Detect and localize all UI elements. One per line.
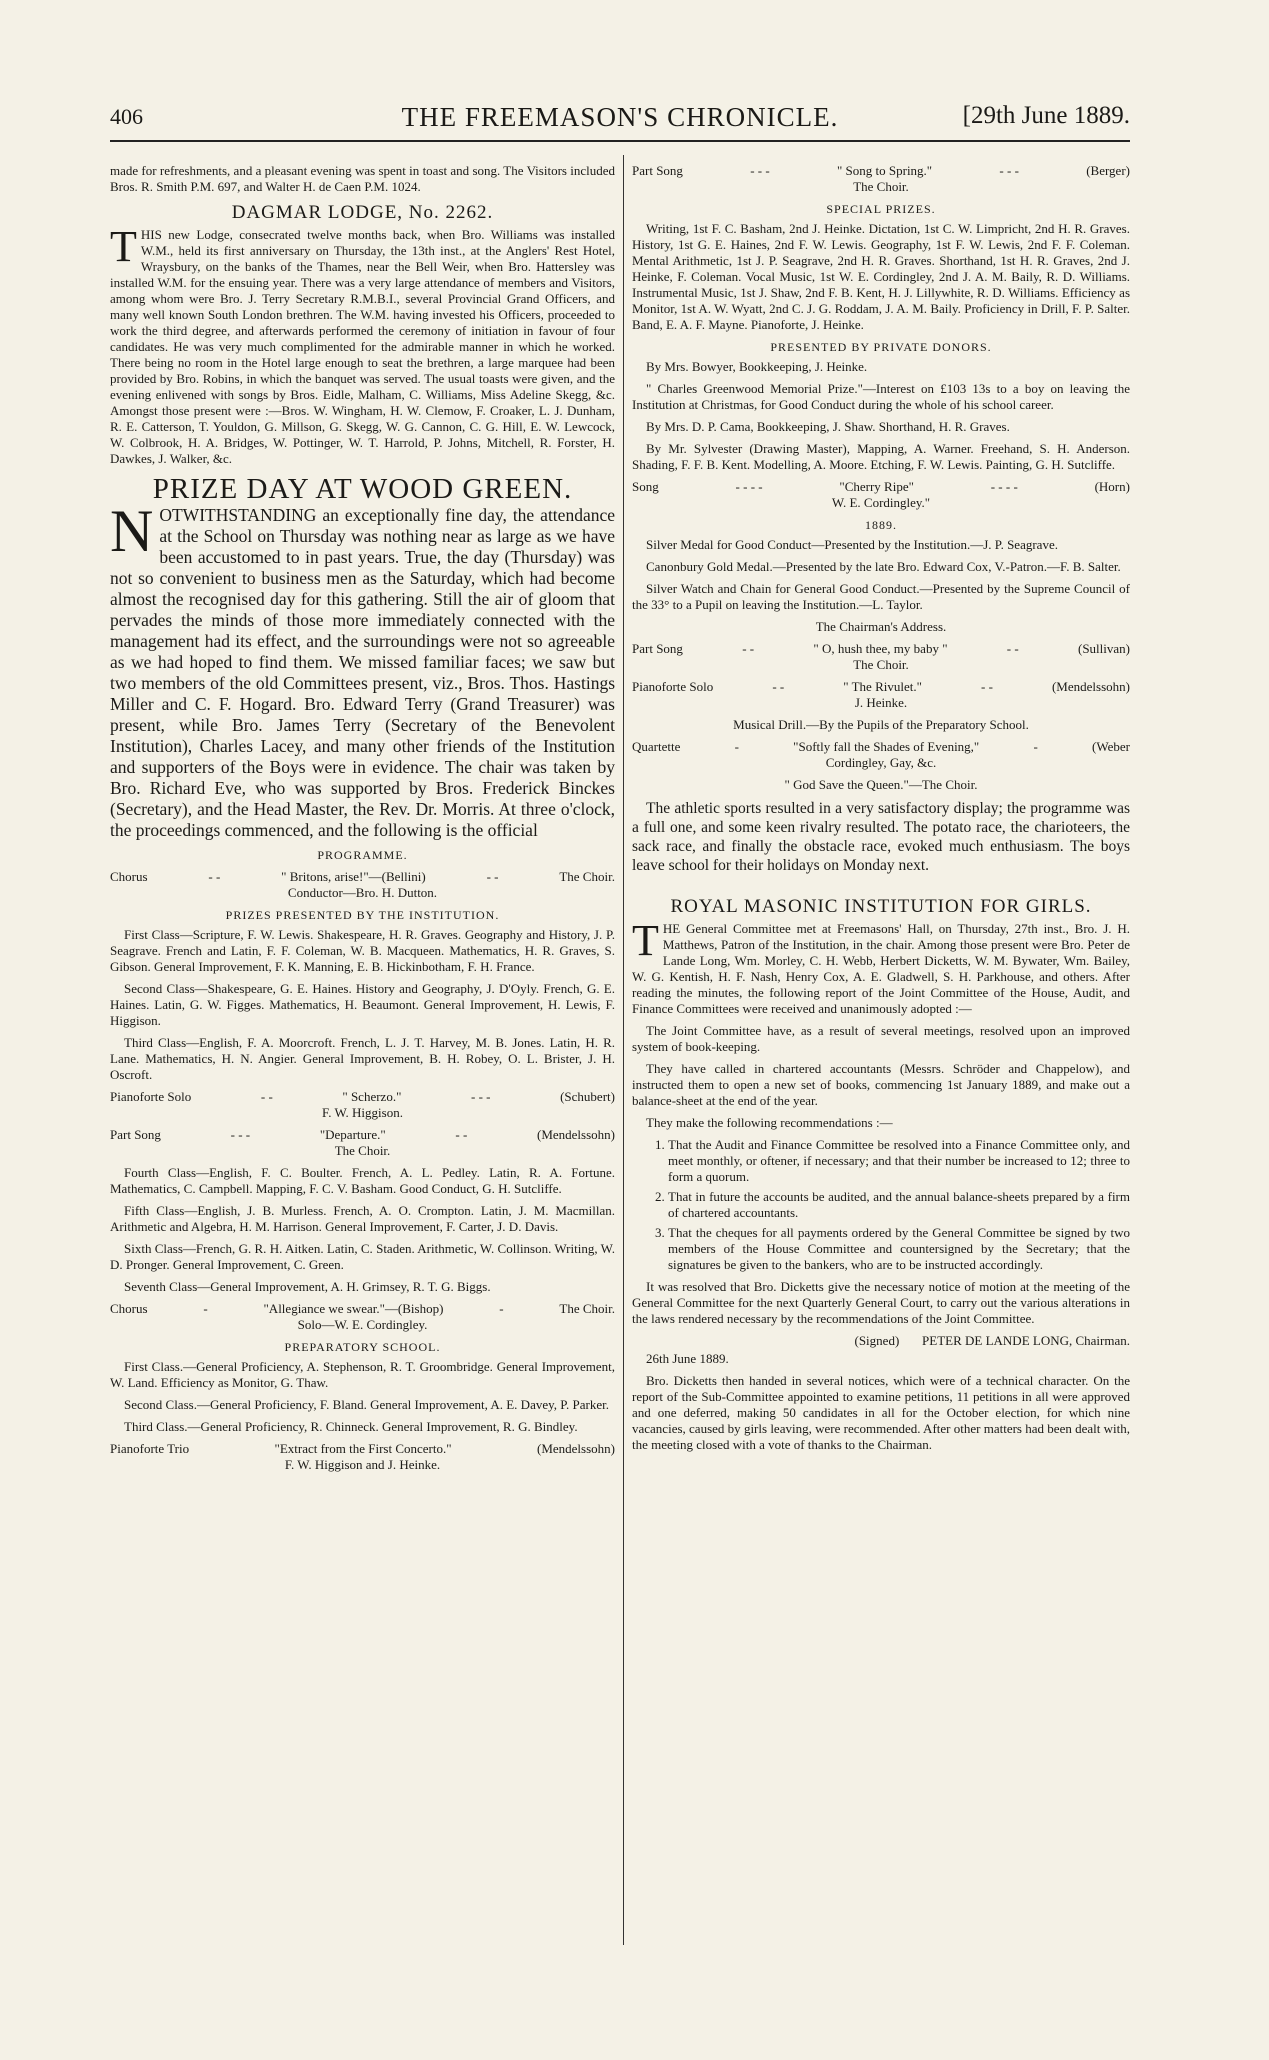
prep-first-class: First Class.—General Proficiency, A. Stephenson, R. T. Groombridge. General Improvement, W. Land. Efficiency as Monitor, G. Thaw. xyxy=(110,1359,615,1390)
page-header xyxy=(110,100,1130,140)
left-column xyxy=(110,163,615,1479)
prize-dropcap: N xyxy=(110,498,154,564)
closing-paragraph: Bro. Dicketts then handed in several notices, which were of a technical character. On the report of the Sub-Committee appointed to examine petitions, 11 petitions in all were approved and one deferred, making 50 candidates in all for the October election, for which nine vacancies, caused by girls leaving, were recommended. After other matters had been dealt with, the meeting closed with a vote of thanks to the Chairman. xyxy=(632,1373,1130,1452)
recommendation-item: 1. That the Audit and Finance Committee be resolved into a Finance Committee only, and meet monthly, or oftener, if necessary; and that their number be increased to 12; three to form a quorum. xyxy=(668,1137,1130,1185)
chartered-accountants: They have called in chartered accountants (Messrs. Schröder and Chappelow), and instructed them to open a new set of books, commencing 1st January 1889, and make out a balance-sheet at the end of the year. xyxy=(632,1061,1130,1108)
seventh-class-prizes: Seventh Class—General Improvement, A. H. Grimsey, R. T. G. Biggs. xyxy=(124,1279,491,1294)
special-prizes-heading: SPECIAL PRIZES. xyxy=(826,202,936,216)
dagmar-heading: DAGMAR LODGE, No. 2262. xyxy=(231,202,494,223)
private-donor-3: By Mrs. D. P. Cama, Bookkeeping, J. Shaw. Shorthand, H. R. Graves. xyxy=(646,419,1010,434)
god-save-queen: " God Save the Queen."—The Choir. xyxy=(784,777,978,792)
dagmar-text: HIS new Lodge, consecrated twelve months back, when Bro. Williams was installed W.M., held its first anniversary on Thursday, the 13th inst., at the Anglers' Rest Hotel, Wraysbury, on the banks of the Thames, near the Bell Weir, when Bro. Hattersley was installed W.M. for the ensuing year. There was a very large attendance of members and Visitors, among whom were Bro. J. Terry Secretary R.M.B.I., several Provincial Grand Officers, and many well known South London brethren. The W.M. having invested his Officers, proceeded to work the third degree, and afterwards performed the ceremony of initiation in favour of four candidates. He was very much complimented for the admirable manner in which he worked. There being no room in the Hotel large enough to seat the brethren, a large marquee had been provided by Bro. Robins, in which the banquet was served. The usual toasts were given, and the evening enlivened with songs by Bros. Eidle, Malham, C. Williams, Miss Adeline Skegg, &c. Amongst those present were :—Bros. W. Wingham, H. W. Clemow, F. Croaker, L. J. Dunham, R. E. Catterson, T. Youldon, G. Millson, G. Skegg, W. G. Cannon, C. G. Hill, E. W. Lewcock, W. Colbrook, H. A. Bridges, W. Pottinger, W. T. Harrold, P. Johns, Mitchell, R. Forster, H. Dawkes, J. Walker, &c. xyxy=(110,227,615,466)
trio-performers: F. W. Higgison and J. Heinke. xyxy=(284,1457,441,1472)
programme-partsong-1: Part Song - - - "Departure." - - (Mendelssohn) xyxy=(110,1127,615,1142)
partsong-spring-performer: The Choir. xyxy=(853,179,909,194)
first-class-prizes: First Class—Scripture, F. W. Lewis. Shakespeare, H. R. Graves. Geography and History, J. P. Seagrave. French and Latin, F. F. Coleman, W. B. Macqueen. Mathematics, H. R. Graves, S. Gibson. General Improvement, F. K. Manning, E. B. Hickinbotham, F. H. France. xyxy=(110,927,615,974)
programme-pianoforte-rivulet: Pianoforte Solo - - " The Rivulet." - - (Mendelssohn) xyxy=(632,679,1130,694)
programme-partsong-hush: Part Song - - " O, hush thee, my baby " - - (Sullivan) xyxy=(632,641,1130,656)
pianoforte-1-performer: F. W. Higgison. xyxy=(322,1105,403,1120)
right-column xyxy=(632,163,1130,1459)
prep-second-class: Second Class.—General Proficiency, F. Bland. General Improvement, A. E. Davey, P. Parker. xyxy=(124,1397,610,1412)
partsong-hush-performer: The Choir. xyxy=(853,657,909,672)
canonbury-medal: Canonbury Gold Medal.—Presented by the late Bro. Edward Cox, V.-Patron.—F. B. Salter. xyxy=(646,559,1121,574)
special-prizes-text: Writing, 1st F. C. Basham, 2nd J. Heinke. Dictation, 1st C. W. Limpricht, 2nd H. R. Graves. History, 1st G. E. Haines, 2nd F. W. Lewis. Geography, 1st F. W. Lewis, 2nd F. F. Coleman. Mental Arithmetic, 1st J. P. Seagrave, 2nd H. R. Graves. Shorthand, 1st H. R. Graves, 2nd J. Heinke, F. Coleman. Vocal Music, 1st W. E. Cordingley, 2nd J. A. M. Baily, R. D. Williams. Instrumental Music, 1st J. Shaw, 2nd F. B. Kent, H. J. Lillywhite, R. D. Williams. Efficiency as Monitor, 1st A. W. Wyatt, 2nd C. J. G. Roddam, J. A. M. Baily. Proficiency in Drill, F. P. Salter. Band, E. A. F. Mayne. Pianoforte, J. Heinke. xyxy=(632,221,1130,332)
prizes-institution-heading: PRIZES PRESENTED BY THE INSTITUTION. xyxy=(225,908,500,922)
prep-third-class: Third Class.—General Proficiency, R. Chinneck. General Improvement, R. G. Bindley. xyxy=(124,1419,578,1434)
song-cherry-performer: W. E. Cordingley." xyxy=(831,495,931,510)
signature-date: 26th June 1889. xyxy=(646,1351,729,1366)
header-rule xyxy=(110,140,1130,142)
sixth-class-prizes: Sixth Class—French, G. R. H. Aitken. Latin, C. Staden. Arithmetic, W. Collinson. Writing, W. D. Pronger. General Improvement, C. Green. xyxy=(110,1241,615,1272)
prize-day-heading: PRIZE DAY AT WOOD GREEN. xyxy=(152,473,573,505)
pianoforte-rivulet-performer: J. Heinke. xyxy=(854,695,908,710)
royal-dropcap: T xyxy=(632,916,659,965)
programme-partsong-spring: Part Song - - - " Song to Spring." - - - (Berger) xyxy=(632,163,1130,178)
quartette-performers: Cordingley, Gay, &c. xyxy=(825,755,937,770)
signed-label: (Signed) xyxy=(854,1333,900,1348)
royal-masonic-paragraph xyxy=(632,916,1130,1017)
recommendation-item: 3. That the cheques for all payments ordered by the General Committee be signed by two members of the House Committee and countersigned by the Secretary; that the signatures be given to the bankers, who are to be instructed accordingly. xyxy=(668,1225,1130,1273)
programme-trio: Pianoforte Trio "Extract from the First Concerto." (Mendelssohn) xyxy=(110,1441,615,1456)
private-donors-heading: PRESENTED BY PRIVATE DONORS. xyxy=(770,340,992,354)
chairman-address: The Chairman's Address. xyxy=(815,619,947,634)
fourth-class-prizes: Fourth Class—English, F. C. Boulter. French, A. L. Pedley. Latin, R. A. Fortune. Mathematics, C. Campbell. Mapping, F. C. V. Basham. Good Conduct, G. H. Sutcliffe. xyxy=(110,1165,615,1196)
programme-heading: PROGRAMME. xyxy=(317,848,408,862)
second-class-prizes: Second Class—Shakespeare, G. E. Haines. History and Geography, J. D'Oyly. French, G. E. Haines. Latin, G. W. Figges. Mathematics, H. Beaumont. General Improvement, H. Lewis, F. Higgison. xyxy=(110,981,615,1028)
intro-paragraph: made for refreshments, and a pleasant evening was spent in toast and song. The Visitors included Bros. R. Smith P.M. 697, and Walter H. de Caen P.M. 1024. xyxy=(110,163,615,194)
programme-chorus-2: Chorus - "Allegiance we swear."—(Bishop) - The Choir. xyxy=(110,1301,615,1316)
preparatory-heading: PREPARATORY SCHOOL. xyxy=(284,1340,441,1354)
silver-watch: Silver Watch and Chain for General Good Conduct.—Presented by the Supreme Council of the 33° to a Pupil on leaving the Institution.—L. Taylor. xyxy=(632,581,1130,612)
joint-committee: The Joint Committee have, as a result of several meetings, resolved upon an improved system of book-keeping. xyxy=(632,1023,1130,1054)
dagmar-dropcap: T xyxy=(110,222,137,271)
programme-song-cherry: Song - - - - "Cherry Ripe" - - - - (Horn) xyxy=(632,479,1130,494)
dagmar-paragraph xyxy=(110,222,615,467)
recommendations-list xyxy=(632,1137,1130,1273)
silver-medal: Silver Medal for Good Conduct—Presented by the Institution.—J. P. Seagrave. xyxy=(646,537,1058,552)
recommendation-item: 2. That in future the accounts be audited, and the annual balance-sheets prepared by a firm of chartered accountants. xyxy=(668,1189,1130,1221)
newspaper-title: THE FREEMASON'S CHRONICLE. xyxy=(401,102,839,132)
royal-masonic-heading: ROYAL MASONIC INSTITUTION FOR GIRLS. xyxy=(670,896,1092,917)
private-donor-2: " Charles Greenwood Memorial Prize."—Interest on £103 13s to a boy on leaving the Institution at Christmas, for Good Conduct during the whole of his school career. xyxy=(632,381,1130,412)
issue-date: [29th June 1889. xyxy=(962,102,1130,129)
prize-day-text: OTWITHSTANDING an exceptionally fine day, the attendance at the School on Thursday was nothing near as large as we have been accustomed to in past years. True, the day (Thursday) was not so convenient to business men as the Saturday, which had become almost the recognised day for this gathering. Still the air of gloom that pervades the minds of those more immediately connected with the management had its effect, and the surroundings were not so agreeable as we had hoped to find them. We missed familiar faces; we saw but two members of the old Committees present, viz., Bros. Thos. Hastings Miller and C. F. Hogard. Bro. Edward Terry (Grand Treasurer) was present, while Bro. James Terry (Secretary of the Benevolent Institution), Charles Lacey, and many other friends of the Institution and supporters of the Boys were in evidence. The chair was taken by Bro. Richard Eve, who was supported by Bros. Frederick Binckes (Secretary), and the Head Master, the Rev. Dr. Morris. At three o'clock, the proceedings commenced, and the following is the official xyxy=(110,505,615,840)
signer-name: PETER DE LANDE LONG, Chairman. xyxy=(922,1333,1130,1348)
private-donor-1: By Mrs. Bowyer, Bookkeeping, J. Heinke. xyxy=(646,359,868,374)
page-number: 406 xyxy=(110,104,143,129)
third-class-prizes: Third Class—English, F. A. Moorcroft. French, L. J. T. Harvey, M. B. Jones. Latin, H. R. Lane. Mathematics, H. N. Angier. General Improvement, B. H. Robey, O. L. Brister, J. H. Oscroft. xyxy=(110,1035,615,1082)
recommendations-intro: They make the following recommendations :— xyxy=(646,1115,893,1130)
programme-chorus-1: Chorus - - " Britons, arise!"—(Bellini) - - The Choir. xyxy=(110,869,615,884)
resolution: It was resolved that Bro. Dicketts give the necessary notice of motion at the meeting of the General Committee for the next Quarterly General Court, to carry out the various alterations in the laws rendered necessary by the recommendations of the Joint Committee. xyxy=(632,1279,1130,1326)
year-heading: 1889. xyxy=(865,518,897,532)
signature-line xyxy=(632,1333,1130,1349)
programme-pianoforte-1: Pianoforte Solo - - " Scherzo." - - - (Schubert) xyxy=(110,1089,615,1104)
conductor-line: Conductor—Bro. H. Dutton. xyxy=(287,885,438,900)
partsong-1-performer: The Choir. xyxy=(334,1143,391,1158)
column-divider xyxy=(623,155,624,1945)
chorus-2-solo: Solo—W. E. Cordingley. xyxy=(297,1317,428,1332)
fifth-class-prizes: Fifth Class—English, J. B. Murless. French, A. O. Crompton. Latin, J. M. Macmillan. Arithmetic and Algebra, H. M. Harrison. General Improvement, F. Carter, J. D. Davis. xyxy=(110,1203,615,1234)
private-donor-4: By Mr. Sylvester (Drawing Master), Mapping, A. Warner. Freehand, S. H. Anderson. Shading, F. F. B. Kent. Modelling, A. Moore. Etching, F. W. Lewis. Painting, G. H. Sutcliffe. xyxy=(632,441,1130,472)
prize-day-paragraph xyxy=(110,498,615,841)
athletic-sports: The athletic sports resulted in a very satisfactory display; the programme was a full one, and some keen rivalry resulted. The potato race, the charioteers, the sack race, and finally the obstacle race, evoked much enthusiasm. The boys leave school for their holidays on Monday next. xyxy=(632,800,1130,874)
musical-drill: Musical Drill.—By the Pupils of the Preparatory School. xyxy=(733,717,1029,732)
royal-masonic-text: HE General Committee met at Freemasons' Hall, on Thursday, 27th inst., Bro. J. H. Matthews, Patron of the Institution, in the chair. Among those present were Bro. Peter de Lande Long, Wm. Morley, C. H. Webb, Herbert Dicketts, W. M. Bywater, Wm. Bailey, W. G. Kentish, H. F. Nash, Henry Cox, A. E. Gladwell, S. H. Parkhouse, and others. After reading the minutes, the following report of the Joint Committee of the House, Audit, and Finance Committees were received and unanimously adopted :— xyxy=(632,921,1130,1016)
programme-quartette: Quartette - "Softly fall the Shades of Evening," - (Weber xyxy=(632,739,1130,754)
